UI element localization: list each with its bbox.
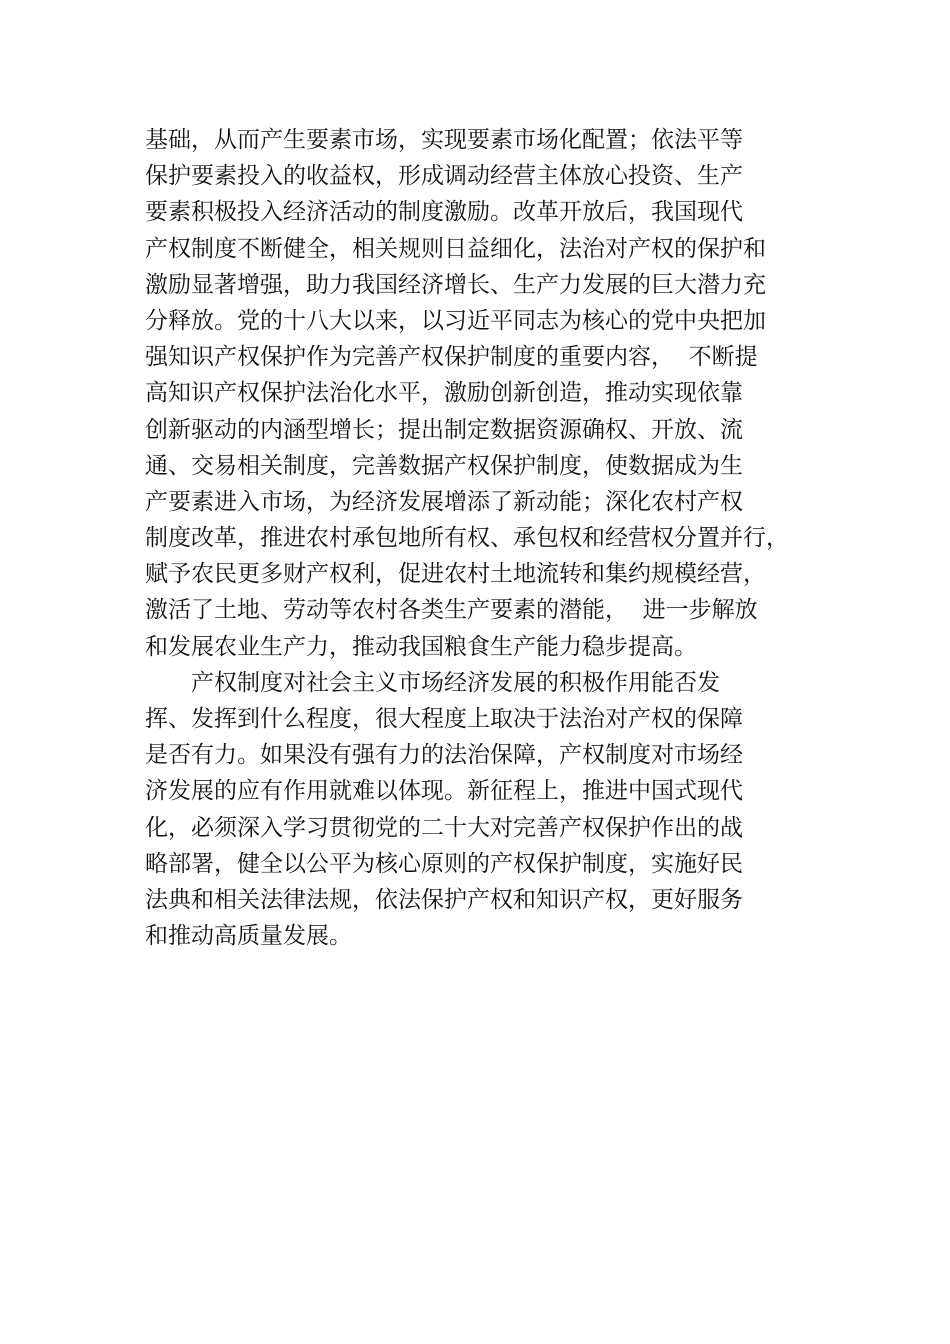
paragraph-line: 略部署，健全以公平为核心原则的产权保护制度，实施好民	[145, 850, 743, 877]
paragraph-line: 和发展农业生产力，推动我国粮食生产能力稳步提高。	[145, 633, 697, 660]
paragraph-line: 产权制度对社会主义市场经济发展的积极作用能否发	[191, 669, 720, 696]
paragraph-line: 挥、发挥到什么程度，很大程度上取决于法治对产权的保障	[145, 706, 743, 732]
paragraph-line: 创新驱动的内涵型增长；提出制定数据资源确权、开放、流	[145, 416, 743, 443]
paragraph-line: 要素积极投入经济活动的制度激励。改革开放后，我国现代	[145, 199, 743, 226]
paragraph-line: 济发展的应有作用就难以体现。新征程上，推进中国式现代	[145, 778, 743, 805]
paragraph-2	[145, 665, 845, 955]
paragraph-line: 制度改革，推进农村承包地所有权、承包权和经营权分置并行，	[145, 525, 789, 552]
paragraph-line: 基础，从而产生要素市场，实现要素市场化配置；依法平等	[145, 127, 743, 153]
paragraph-line: 产权制度不断健全，相关规则日益细化，法治对产权的保护和	[145, 235, 766, 262]
paragraph-line: 赋予农民更多财产权利，促进农村土地流转和集约规模经营，	[145, 561, 766, 588]
paragraph-line: 化，必须深入学习贯彻党的二十大对完善产权保护作出的战	[145, 814, 743, 841]
paragraph-line: 通、交易相关制度，完善数据产权保护制度，使数据成为生	[145, 452, 743, 479]
paragraph-line: 和推动高质量发展。	[145, 923, 352, 950]
paragraph-line: 强知识产权保护作为完善产权保护制度的重要内容， 不断提	[145, 344, 758, 371]
paragraph-line: 法典和相关法律法规，依法保护产权和知识产权，更好服务	[145, 886, 743, 913]
paragraph-line: 激活了土地、劳动等农村各类生产要素的潜能， 进一步解放	[145, 597, 758, 624]
paragraph-1	[145, 122, 845, 665]
paragraph-line: 激励显著增强，助力我国经济增长、生产力发展的巨大潜力充	[145, 271, 766, 298]
paragraph-line: 高知识产权保护法治化水平，激励创新创造，推动实现依靠	[145, 380, 743, 407]
paragraph-line: 是否有力。如果没有强有力的法治保障，产权制度对市场经	[145, 742, 743, 769]
paragraph-line: 产要素进入市场，为经济发展增添了新动能；深化农村产权	[145, 488, 743, 515]
paragraph-line: 保护要素投入的收益权，形成调动经营主体放心投资、生产	[145, 163, 743, 190]
paragraph-line: 分释放。党的十八大以来，以习近平同志为核心的党中央把加	[145, 307, 766, 334]
article-body	[145, 122, 845, 954]
